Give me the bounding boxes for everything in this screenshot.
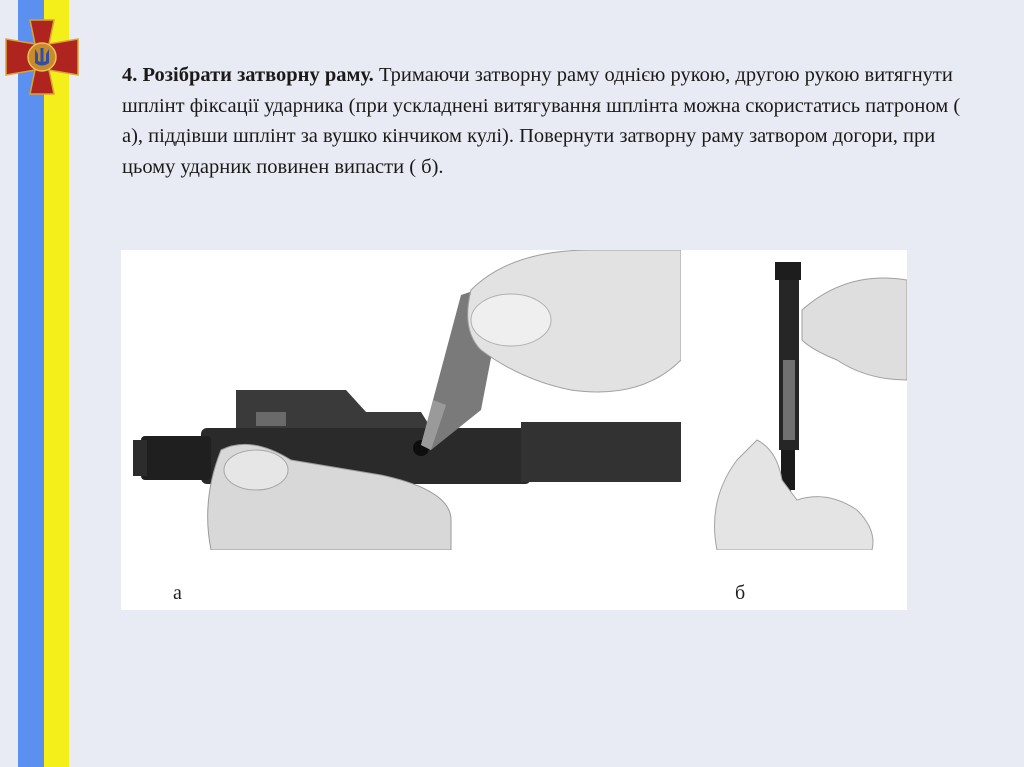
photo-b-firing-pin-removal xyxy=(697,250,907,550)
caption-a: а xyxy=(173,582,182,604)
step-description: Тримаючи затворну раму однією рукою, другою рукою витягнути шплінт фіксації ударника (при ускладнені витягування шплінта можна скористатись патроном ( а), піддівши шплінт за вушко кінчиком кулі). Повернути затворну раму затвором догори, при цьому ударник повинен випасти ( б). xyxy=(122,64,961,178)
step-heading: 4. Розібрати затворну раму. xyxy=(122,64,374,86)
instruction-text xyxy=(122,60,982,182)
yellow-stripe xyxy=(44,0,69,767)
caption-b: б xyxy=(735,582,746,604)
instruction-figure xyxy=(121,250,907,610)
blue-stripe xyxy=(18,0,44,767)
photo-a-bolt-carrier-with-cartridge xyxy=(121,250,681,550)
armed-forces-cross-emblem xyxy=(4,18,80,96)
